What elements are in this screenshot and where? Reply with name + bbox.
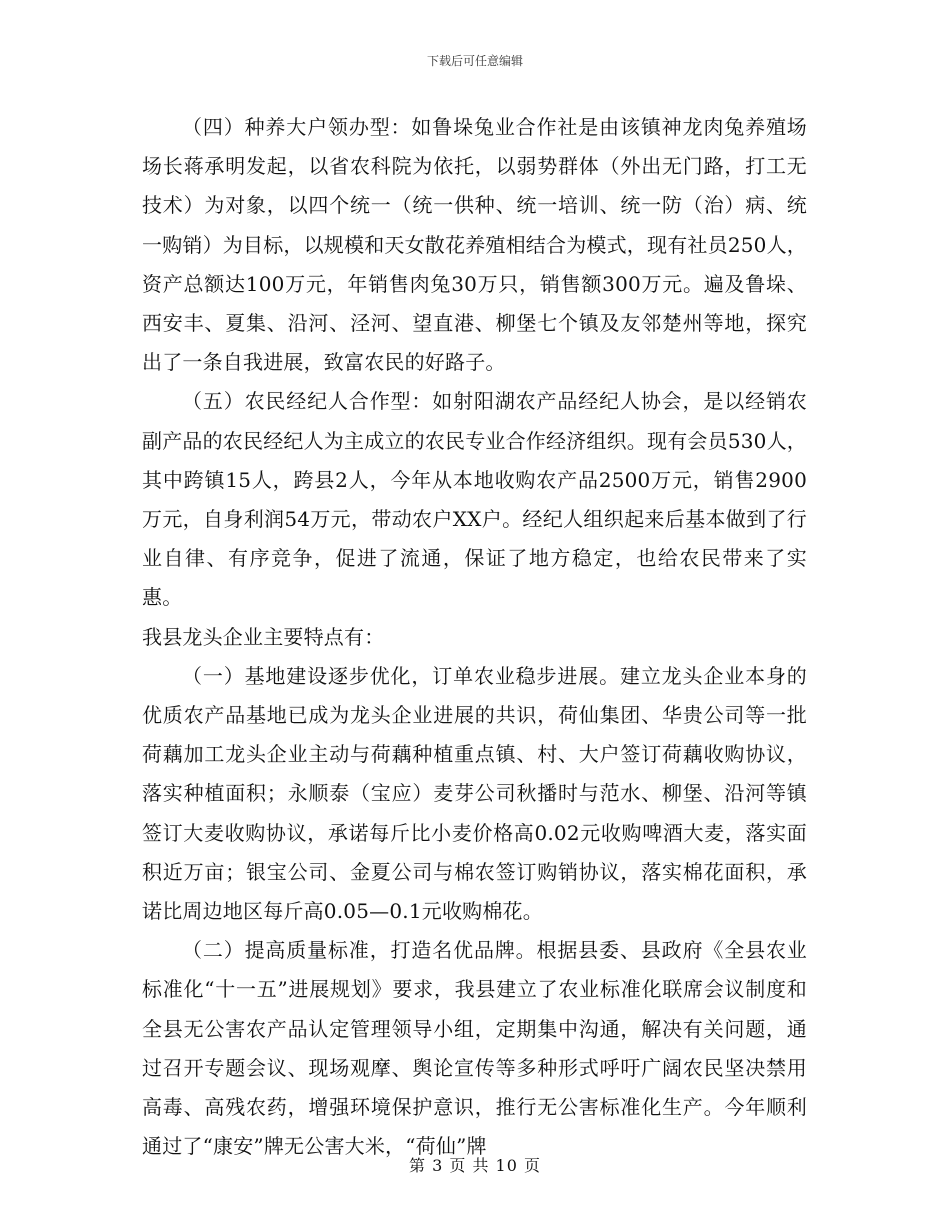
paragraph-two-quality-standards: （二）提高质量标准，打造名优品牌。根据县委、县政府《全县农业标准化“十一五”进展规划》要求，我县建立了农业标准化联席会议制度和全县无公害农产品认定管理领导小组，定期集中沟通，解决有关问题，通过召开专题会议、现场观摩、舆论宣传等多种形式呼吁广阔农民坚决禁用高毒、高残农药，增强环境保护意识，推行无公害标准化生产。今年顺利通过了“康安”牌无公害大米，“荷仙”牌 <box>142 938 807 1159</box>
paragraph-one-base-construction: （一）基地建设逐步优化，订单农业稳步进展。建立龙头企业本身的优质农产品基地已成为龙头企业进展的共识，荷仙集团、华贵公司等一批荷藕加工龙头企业主动与荷藕种植重点镇、村、大户签订荷藕收购协议，落实种植面积；永顺泰（宝应）麦芽公司秋播时与范水、柳堡、沿河等镇签订大麦收购协议，承诺每斤比小麦价格高0.02元收购啤酒大麦，落实面积近万亩；银宝公司、金夏公司与棉农签订购销协议，落实棉花面积，承诺比周边地区每斤高0.05—0.1元收购棉花。 <box>142 663 807 924</box>
document-body <box>142 108 807 1166</box>
paragraph-four-large-farmer-type: （四）种养大户领办型：如鲁垛兔业合作社是由该镇神龙肉兔养殖场场长蒋承明发起，以省农科院为依托，以弱势群体（外出无门路，打工无技术）为对象，以四个统一（统一供种、统一培训、统一防（治）病、统一购销）为目标，以规模和天女散花养殖相结合为模式，现有社员250人，资产总额达100万元，年销售肉兔30万只，销售额300万元。遍及鲁垛、西安丰、夏集、沿河、泾河、望直港、柳堡七个镇及友邻楚州等地，探究出了一条自我进展，致富农民的好路子。 <box>142 115 807 375</box>
section-heading-leading-enterprises: 我县龙头企业主要特点有： <box>142 624 385 649</box>
paragraph-five-broker-cooperation-type: （五）农民经纪人合作型：如射阳湖农产品经纪人协会，是以经销农副产品的农民经纪人为主成立的农民专业合作经济组织。现有会员530人，其中跨镇15人，跨县2人，今年从本地收购农产品2500万元，销售2900万元，自身利润54万元，带动农户XX户。经纪人组织起来后基本做到了行业自律、有序竞争，促进了流通，保证了地方稳定，也给农民带来了实惠。 <box>142 389 807 610</box>
page-header: 下载后可任意编辑 <box>426 54 523 68</box>
page-footer-page-number: 第 3 页 共 10 页 <box>409 1156 541 1175</box>
